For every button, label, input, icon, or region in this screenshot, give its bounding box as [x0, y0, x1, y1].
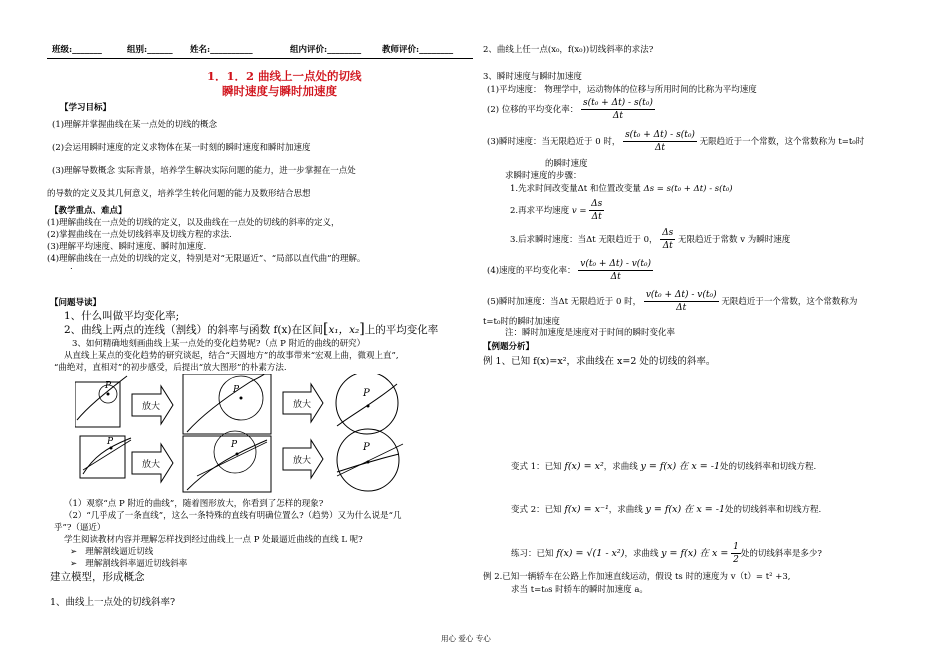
arrow-bullet-icon: ➢: [70, 547, 86, 557]
footer-motto: 用心 爱心 专心: [441, 634, 491, 643]
medium-box: [183, 374, 271, 434]
header-group-eval: 组内评价:________: [290, 45, 362, 55]
keypoint-dot: .: [70, 262, 73, 272]
velocity-avg-rate: (4)速度的平均变化率： $\frac{\text{v(t₀ + Δt) - v(t₀)}}{\Delta t}$: [487, 259, 652, 282]
zoom-row-1: [75, 374, 398, 434]
header-rule: [47, 58, 473, 59]
question-slope: 1、曲线上一点处的切线斜率?: [50, 597, 176, 608]
point-p: [107, 393, 110, 396]
guide-q2-interval: x₁，x₂: [328, 324, 360, 336]
guide-heading: 【问题导读】: [50, 298, 102, 308]
goal-item: 的导数的定义及其几何意义，培养学生转化问题的能力及数形结合思想: [47, 189, 311, 199]
arrow-label: 放大: [142, 460, 161, 470]
observe-1: （1）观察“点 P 附近的曲线”，随着图形放大，你看到了怎样的现象?: [64, 499, 324, 509]
zoom-figure: [75, 374, 407, 496]
inst-speed-tail: 的瞬时速度: [545, 159, 588, 169]
read-instruction: 学生阅读教材内容并理解怎样找到经过曲线上一点 P 处最逼近曲线的直线 L 呢?: [64, 535, 363, 545]
example-2-line1: 例 2.已知一辆轿车在公路上作加速直线运动，假设 ts 时的速度为 v（t）= t² +3,: [483, 572, 791, 582]
variant-2: 变式 2：已知 f(x) = x⁻¹，求曲线 y = f(x) 在 x = -1处的切线斜率和切线方程.: [511, 504, 822, 515]
point-p: [367, 405, 370, 408]
variant-1: 变式 1：已知 f(x) = x²，求曲线 y = f(x) 在 x = -1处的切线斜率和切线方程.: [511, 461, 817, 472]
small-box: [75, 382, 120, 427]
arrow-label: 放大: [293, 400, 312, 410]
page-subtitle: 瞬时速度与瞬时加速度: [222, 84, 337, 98]
header-class: 班级:_______: [52, 45, 102, 55]
keypoint-item: (2)掌握曲线在一点处切线斜率及切线方程的求法.: [47, 230, 232, 240]
point-p: [240, 397, 243, 400]
guide-q2: 2、曲线上两点的连线（割线）的斜率与函数 f(x)在区间[x₁，x₂]上的平均变化率: [64, 321, 439, 337]
observe-2: （2）“几乎成了一条直线”，这么一条特殊的直线有明确位置么?（趋势）又为什么说是“几: [64, 511, 402, 521]
step-2: 2.再求平均速度 v = $\frac{\Delta s}{\Delta t}$: [510, 199, 603, 222]
point-label: P: [233, 385, 240, 395]
step-1: 1.先求时间改变量Δt 和位置改变量 Δs = s(t₀ + Δt) - s(t₀): [510, 184, 733, 194]
inst-acc-tail: t=t₀时的瞬时加速度: [483, 317, 560, 327]
header-name: 姓名:__________: [190, 45, 253, 55]
goals-heading: 【学习目标】: [60, 103, 112, 113]
step-3: 3.后求瞬时速度：当Δt 无限趋近于 0， $\frac{\Delta s}{\Delta t}$ 无限趋近于常数 v 为瞬时速度: [510, 228, 791, 251]
fraction-inst-speed: $\frac{\text{s(t₀ + Δt) - s(t₀)}}{\Delta t}$: [625, 130, 695, 153]
example-2-line2: 求当 t=t₀s 时轿车的瞬时加速度 a。: [511, 585, 648, 595]
arrow-label: 放大: [293, 456, 312, 466]
guide-q2-pre: 2、曲线上两点的连线（割线）的斜率与函数 f(x)在区间: [64, 324, 324, 336]
curve: [187, 374, 267, 432]
inst-acc-def: (5)瞬时加速度：当Δt 无限趋近于 0 时， $\frac{\text{v(t₀ + Δt) - v(t₀)}}{\Delta t}$ 无限趋近于一个常数，这个常数称为: [487, 290, 858, 313]
practice: 练习：已知 f(x) = √(1 - x²)，求曲线 y = f(x) 在 x = $\frac{1}{2}$ 处的切线斜率是多少?: [511, 542, 822, 565]
tangent-line: [337, 444, 403, 476]
right-q2: 2、曲线上任一点(x₀，f(x₀))切线斜率的求法?: [483, 45, 654, 55]
goal-item: (1)理解并掌握曲线在某一点处的切线的概念: [52, 120, 218, 130]
fraction-velocity-rate: $\frac{\text{v(t₀ + Δt) - v(t₀)}}{\Delta t}$: [580, 259, 652, 282]
header-group: 组别:______: [127, 45, 173, 55]
page-title: 1．1．2 曲线上一点处的切线: [207, 69, 362, 83]
point-p: [367, 461, 370, 464]
header-teacher-eval: 教师评价:________: [382, 45, 454, 55]
goal-item: (2)会运用瞬时速度的定义求物体在某一时刻的瞬时速度和瞬时加速度: [52, 143, 311, 153]
fraction-displacement: $\frac{\text{s(t₀ + Δt) - s(t₀)}}{\Delta t}$: [582, 98, 653, 121]
keypoint-item: (1)理解曲线在一点处的切线的定义，以及曲线在一点处的切线的斜率的定义，: [47, 218, 340, 228]
zoom-row-2: [80, 429, 403, 492]
right-q3: 3、瞬时速度与瞬时加速度: [483, 72, 582, 82]
point-label: P: [363, 442, 370, 453]
displacement-rate: (2) 位移的平均变化率： $\frac{\text{s(t₀ + Δt) - s(t₀)}}{\Delta t}$: [487, 98, 653, 121]
point-p: [236, 453, 239, 456]
guide-p1: 从直线上某点的变化趋势的研究谈起，结合“天圆地方”的故事带来“宏观上曲，微观上直”,: [64, 351, 399, 361]
keypoint-item: (3)理解平均速度、瞬时速度、瞬时加速度.: [47, 242, 207, 252]
point-label: P: [107, 437, 114, 447]
fraction-half: $\frac{1}{2}$: [733, 542, 739, 565]
examples-heading: 【例题分析】: [483, 342, 535, 352]
guide-p2: “曲绝对，直相对”的初步感受，后提出“放大图形”的朴素方法.: [54, 363, 287, 373]
note: 注：瞬时加速度是速度对于时间的瞬时变化率: [505, 328, 676, 338]
arrow-label: 放大: [142, 402, 161, 412]
fraction-inst-acc: $\frac{\text{v(t₀ + Δt) - v(t₀)}}{\Delta t}$: [645, 290, 717, 313]
point-label: P: [105, 381, 112, 391]
fraction-avg-velocity: $\frac{\Delta s}{\Delta t}$: [591, 199, 603, 222]
guide-q3: 3、如何精确地刻画曲线上某一点处的变化趋势呢?（点 P 附近的曲线的研究）: [72, 339, 366, 349]
point-label: P: [231, 440, 238, 450]
goal-item: (3)理解导数概念 实际背景，培养学生解决实际问题的能力，进一步掌握在一点处: [52, 166, 356, 176]
steps-title: 求瞬时速度的步骤：: [505, 171, 582, 181]
arrow-bullet-icon: ➢: [70, 559, 86, 569]
zoom-circle: [214, 431, 256, 473]
keypoints-heading: 【教学重点、难点】: [50, 206, 127, 216]
guide-q1: 1、什么叫做平均变化率;: [64, 310, 180, 322]
guide-q2-post: 上的平均变化率: [364, 324, 439, 336]
fraction-step3: $\frac{\Delta s}{\Delta t}$: [662, 228, 674, 251]
keypoint-item: (4)理解曲线在一点处的切线的定义，特别是对“无限逼近”、“局部以直代曲”的理解。: [47, 254, 366, 264]
example-1: 例 1、已知 f(x)=x²，求曲线在 x=2 处的切线的斜率。: [483, 356, 716, 367]
observe-3: 乎”?（逼近）: [54, 523, 106, 533]
bullet-item: ➢ 理解割线逼近切线: [70, 547, 154, 557]
inst-speed-def: (3)瞬时速度：当无限趋近于 0 时， $\frac{\text{s(t₀ + Δt) - s(t₀)}}{\Delta t}$ 无限趋近于一个常数，这个常数称为 t=t₀时: [487, 130, 865, 153]
model-heading: 建立模型，形成概念: [50, 571, 145, 583]
avg-speed-def: (1)平均速度： 物理学中，运动物体的位移与所用时间的比称为平均速度: [487, 85, 757, 95]
point-label: P: [363, 388, 370, 399]
big-circle: [337, 429, 399, 491]
small-box: [80, 436, 125, 478]
big-circle: [336, 374, 398, 434]
bullet-item: ➢ 理解割线斜率逼近切线斜率: [70, 559, 188, 569]
